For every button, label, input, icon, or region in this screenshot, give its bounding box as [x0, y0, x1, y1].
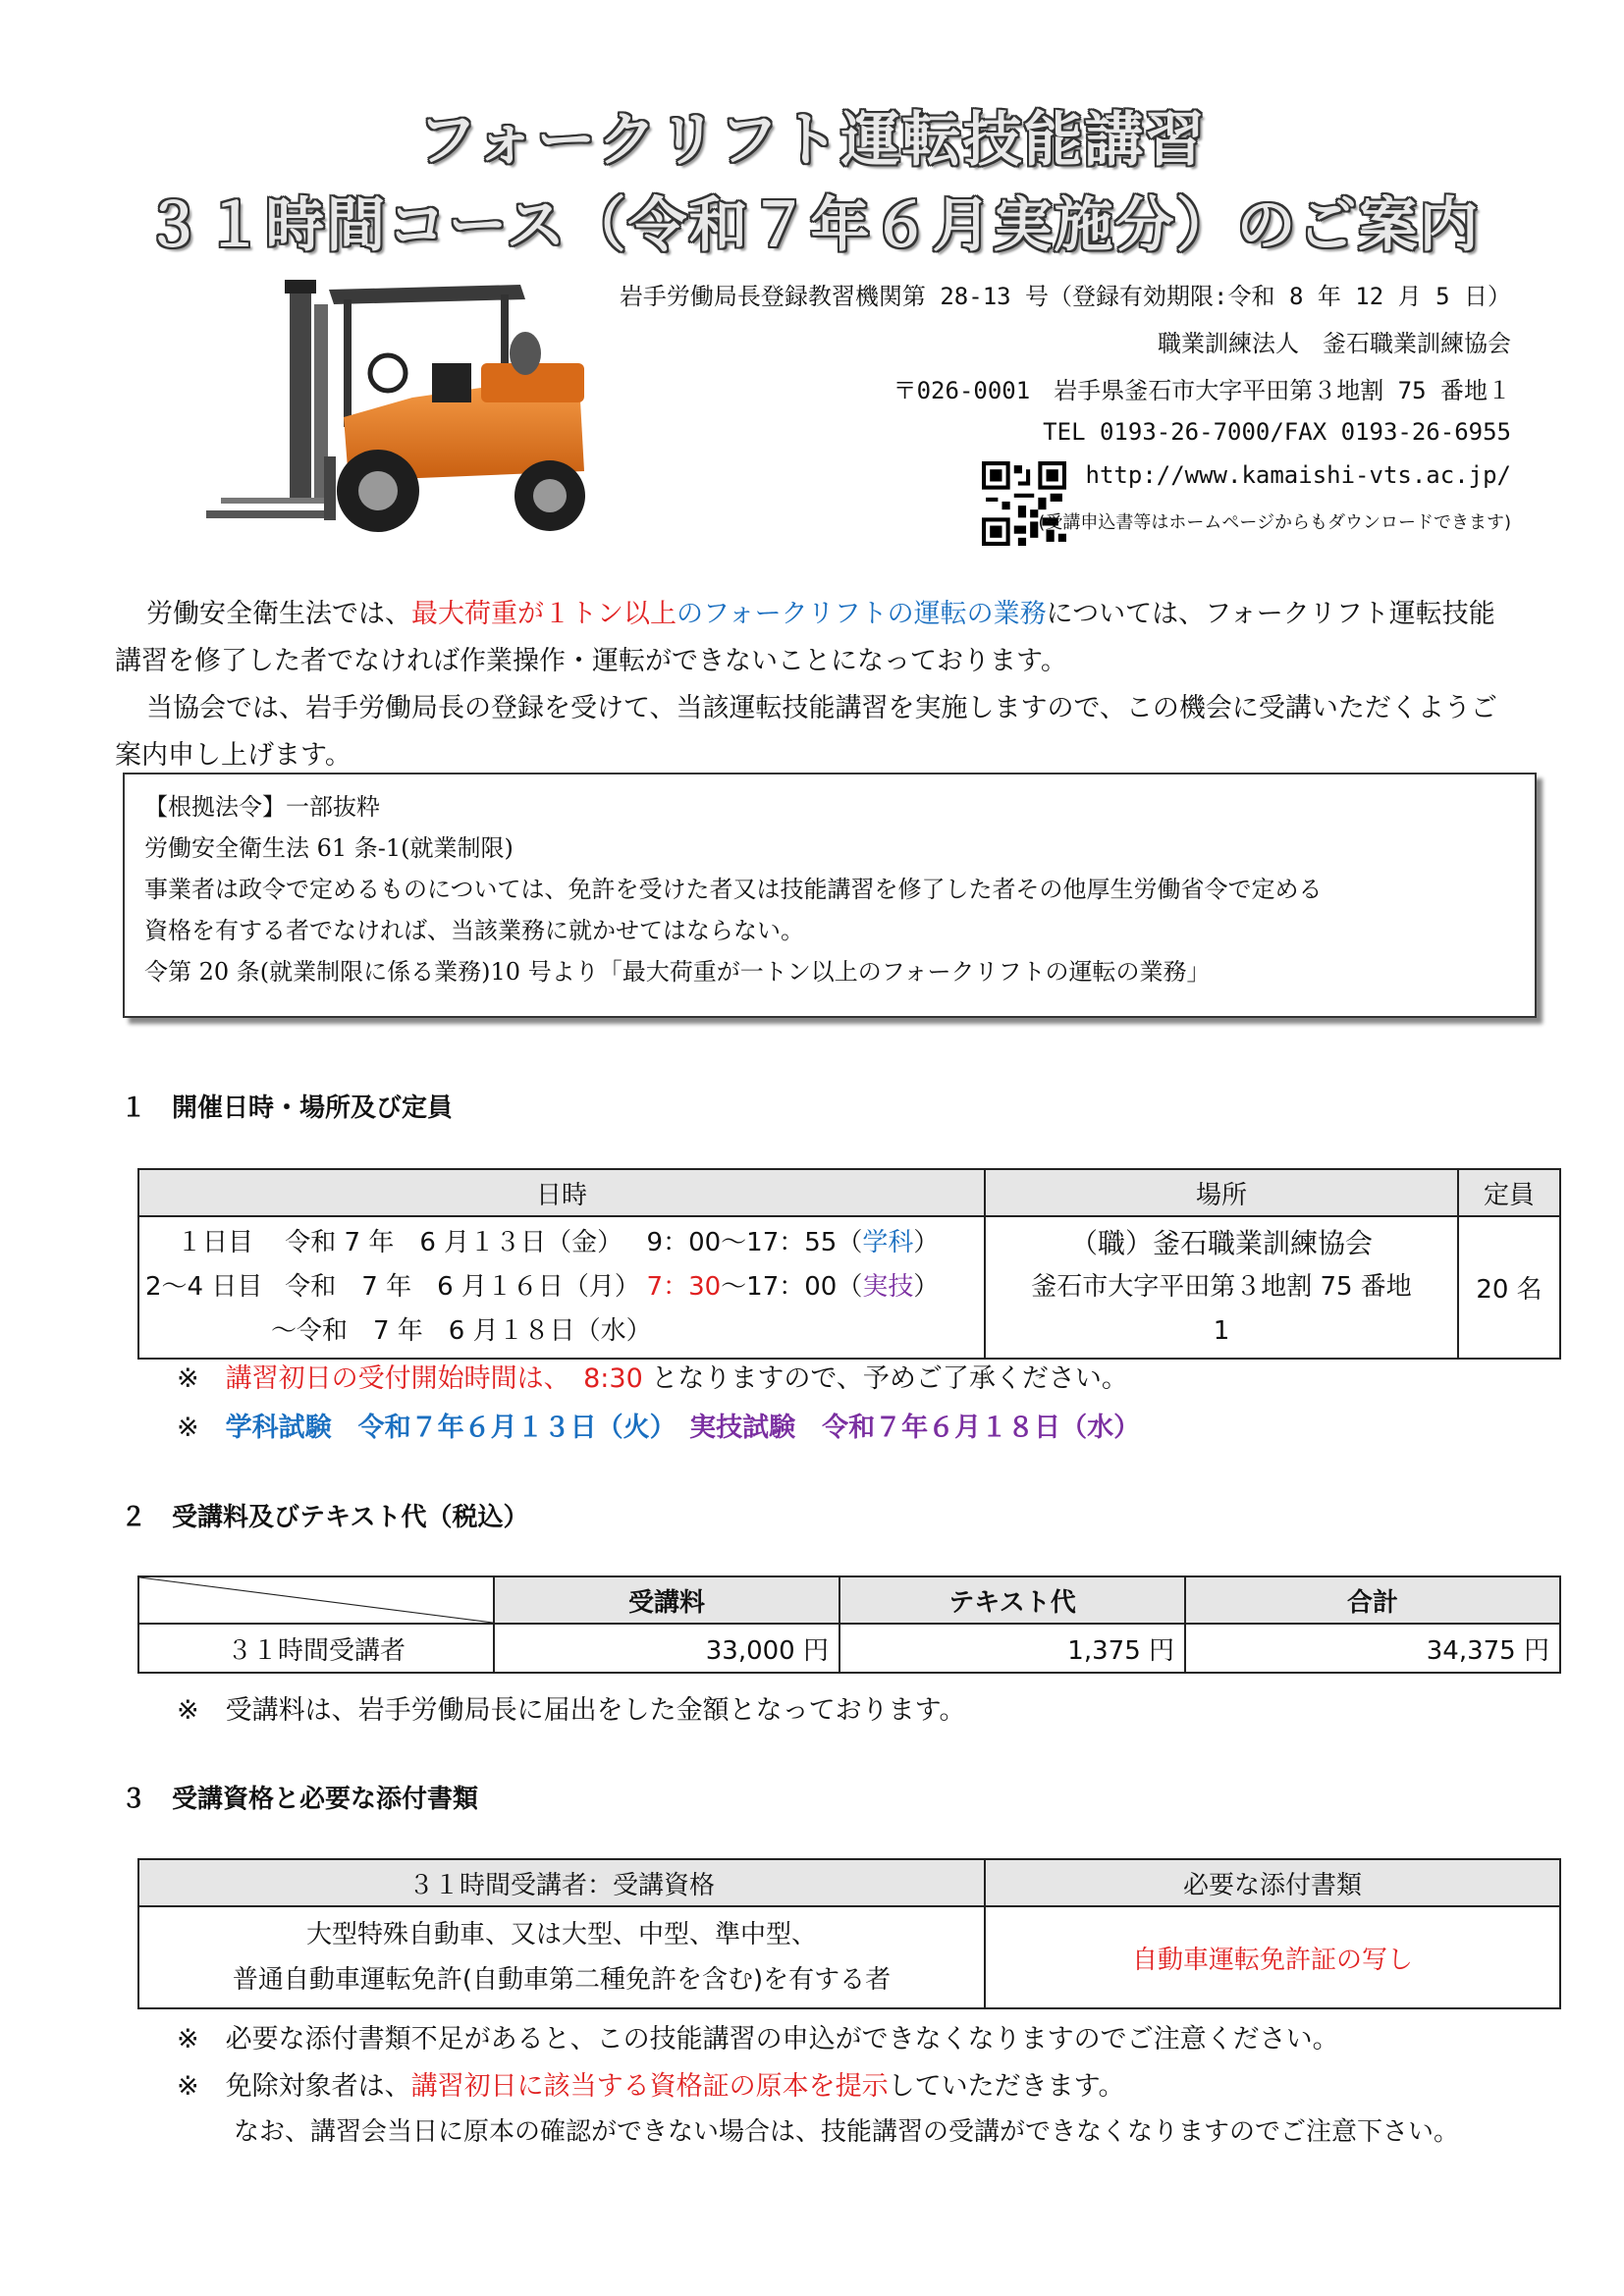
- day-time: 9：00～17：55（: [646, 1228, 863, 1257]
- website-url[interactable]: http://www.kamaishi-vts.ac.jp/: [1085, 461, 1511, 489]
- day-date: 令和 7 年 6 月１６日（月）: [285, 1272, 640, 1302]
- page-title-line2: ３１時間コース（令和７年６月実施分）のご案内: [143, 191, 1481, 260]
- law-heading: 【根拠法令】一部抜粋: [144, 793, 380, 821]
- note-academic-exam: 学科試験 令和７年６月１３日（火）: [225, 1413, 664, 1443]
- note-highlight-red: 講習初日の受付開始時間は、 8:30: [225, 1363, 643, 1394]
- intro-highlight-red: 最大荷重が１トン以上: [411, 599, 677, 629]
- note-highlight-red: 講習初日に該当する資格証の原本を提示: [410, 2071, 889, 2102]
- document-note: ※ 必要な添付書類不足があると、この技能講習の申込ができなくなりますのでご注意ください。: [177, 2024, 1339, 2055]
- required-document-cell: 自動車運転免許証の写し: [985, 1906, 1560, 2008]
- day-time: ～17：00（: [721, 1272, 863, 1302]
- law-line: 令第 20 条(就業制限に係る業務)10 号より「最大荷重が一トン以上のフォークリフトの運転の業務」: [144, 958, 1211, 986]
- day-label: １日目: [176, 1228, 253, 1257]
- note-exam-dates: [177, 1406, 1140, 1444]
- note-reception-time: [177, 1357, 1128, 1395]
- qualification-line: 普通自動車運転免許(自動車第二種免許を含む)を有する者: [232, 1965, 892, 1995]
- col-header-place: 場所: [985, 1169, 1458, 1216]
- col-header-datetime: 日時: [138, 1169, 985, 1216]
- diagonal-line: [139, 1577, 493, 1623]
- intro-paragraph-1: [115, 591, 1519, 685]
- exemption-note: [177, 2064, 1124, 2103]
- intro-paragraph-2: 当協会では、岩手労働局長の登録を受けて、当該運転技能講習を実施しますので、この機会に受講いただくようご案内申し上げます。: [115, 693, 1497, 771]
- download-note: (受講申込書等はホームページからもダウンロードできます): [1038, 512, 1511, 533]
- note-text: となりますので、予めご了承ください。: [651, 1363, 1128, 1394]
- col-header-text-fee: テキスト代: [839, 1576, 1185, 1624]
- day-close: ）: [913, 1228, 940, 1257]
- qualification-cell: [138, 1906, 985, 2008]
- total-value: 34,375 円: [1185, 1624, 1560, 1673]
- fee-table: [137, 1575, 1561, 1674]
- day-date: 令和 7 年 6 月１３日（金）: [285, 1228, 623, 1257]
- law-excerpt-box: [123, 773, 1537, 1018]
- note-text: していただきます。: [888, 2071, 1125, 2102]
- qualification-line: 大型特殊自動車、又は大型、中型、準中型、: [305, 1920, 817, 1949]
- note-mark: ※: [177, 1413, 199, 1443]
- day-start-time: 7：30: [646, 1272, 722, 1302]
- fee-note: ※ 受講料は、岩手労働局長に届出をした金額となっております。: [177, 1695, 966, 1726]
- organization-name: 職業訓練法人 釜石職業訓練協会: [1158, 330, 1511, 357]
- fee-value: 33,000 円: [494, 1624, 839, 1673]
- address: 〒026-0001 岩手県釜石市大字平田第３地割 75 番地１: [893, 377, 1511, 404]
- law-line: 労働安全衛生法 61 条-1(就業制限): [144, 834, 514, 862]
- qualification-table: [137, 1858, 1561, 2009]
- col-header-capacity: 定員: [1458, 1169, 1560, 1216]
- note-text: ※ 免除対象者は、: [177, 2071, 411, 2102]
- place-cell: [985, 1216, 1458, 1359]
- forklift-illustration: [187, 270, 619, 550]
- day-close: ）: [913, 1272, 940, 1302]
- schedule-table: [137, 1168, 1561, 1360]
- col-header-fee: 受講料: [494, 1576, 839, 1624]
- fee-table-corner: [138, 1576, 494, 1624]
- intro-highlight-blue: のフォークリフトの運転の業務: [677, 599, 1047, 629]
- fee-row-label: ３１時間受講者: [138, 1624, 494, 1673]
- day-end-date: ～令和 7 年 6 月１８日（水）: [271, 1316, 652, 1346]
- place-address: 釜石市大字平田第３地割 75 番地: [1031, 1272, 1412, 1302]
- page-title-line1: フォークリフト運転技能講習: [417, 106, 1207, 175]
- text-fee-value: 1,375 円: [839, 1624, 1185, 1673]
- schedule-cell: [138, 1216, 985, 1359]
- place-address: 1: [1213, 1316, 1230, 1346]
- phone-fax: TEL 0193-26-7000/FAX 0193-26-6955: [1043, 418, 1511, 446]
- day-label: 2～4 日目: [145, 1272, 263, 1302]
- capacity-cell: 20 名: [1458, 1216, 1560, 1359]
- day-kind-academic: 学科: [862, 1228, 914, 1257]
- law-line: 事業者は政令で定めるものについては、免許を受けた者又は技能講習を修了した者その他厚生労働省令で定める: [144, 876, 1323, 903]
- intro-text: については、フォークリフト運転技能講習を修了した者でなければ作業操作・運転ができないことになっております。: [115, 599, 1495, 676]
- place-name: （職）釜石職業訓練協会: [1069, 1227, 1373, 1259]
- law-line: 資格を有する者でなければ、当該業務に就かせてはならない。: [144, 917, 804, 944]
- note-practical-exam: 実技試験 令和７年６月１８日（水）: [689, 1413, 1141, 1443]
- col-header-documents: 必要な添付書類: [985, 1859, 1560, 1906]
- note-mark: ※: [177, 1363, 199, 1394]
- day-kind-practical: 実技: [862, 1272, 914, 1302]
- col-header-qualification: ３１時間受講者：受講資格: [138, 1859, 985, 1906]
- section-2-heading: ２ 受講料及びテキスト代（税込）: [121, 1503, 529, 1532]
- intro-text: 労働安全衛生法では、: [146, 599, 411, 629]
- section-1-heading: １ 開催日時・場所及び定員: [121, 1094, 454, 1123]
- original-check-note: なお、講習会当日に原本の確認ができない場合は、技能講習の受講ができなくなりますのでご注意下さい。: [234, 2117, 1460, 2147]
- col-header-total: 合計: [1185, 1576, 1560, 1624]
- registration-number: 岩手労働局長登録教習機関第 28-13 号（登録有効期限:令和 8 年 12 月 5 日）: [619, 283, 1511, 310]
- section-3-heading: ３ 受講資格と必要な添付書類: [121, 1785, 479, 1814]
